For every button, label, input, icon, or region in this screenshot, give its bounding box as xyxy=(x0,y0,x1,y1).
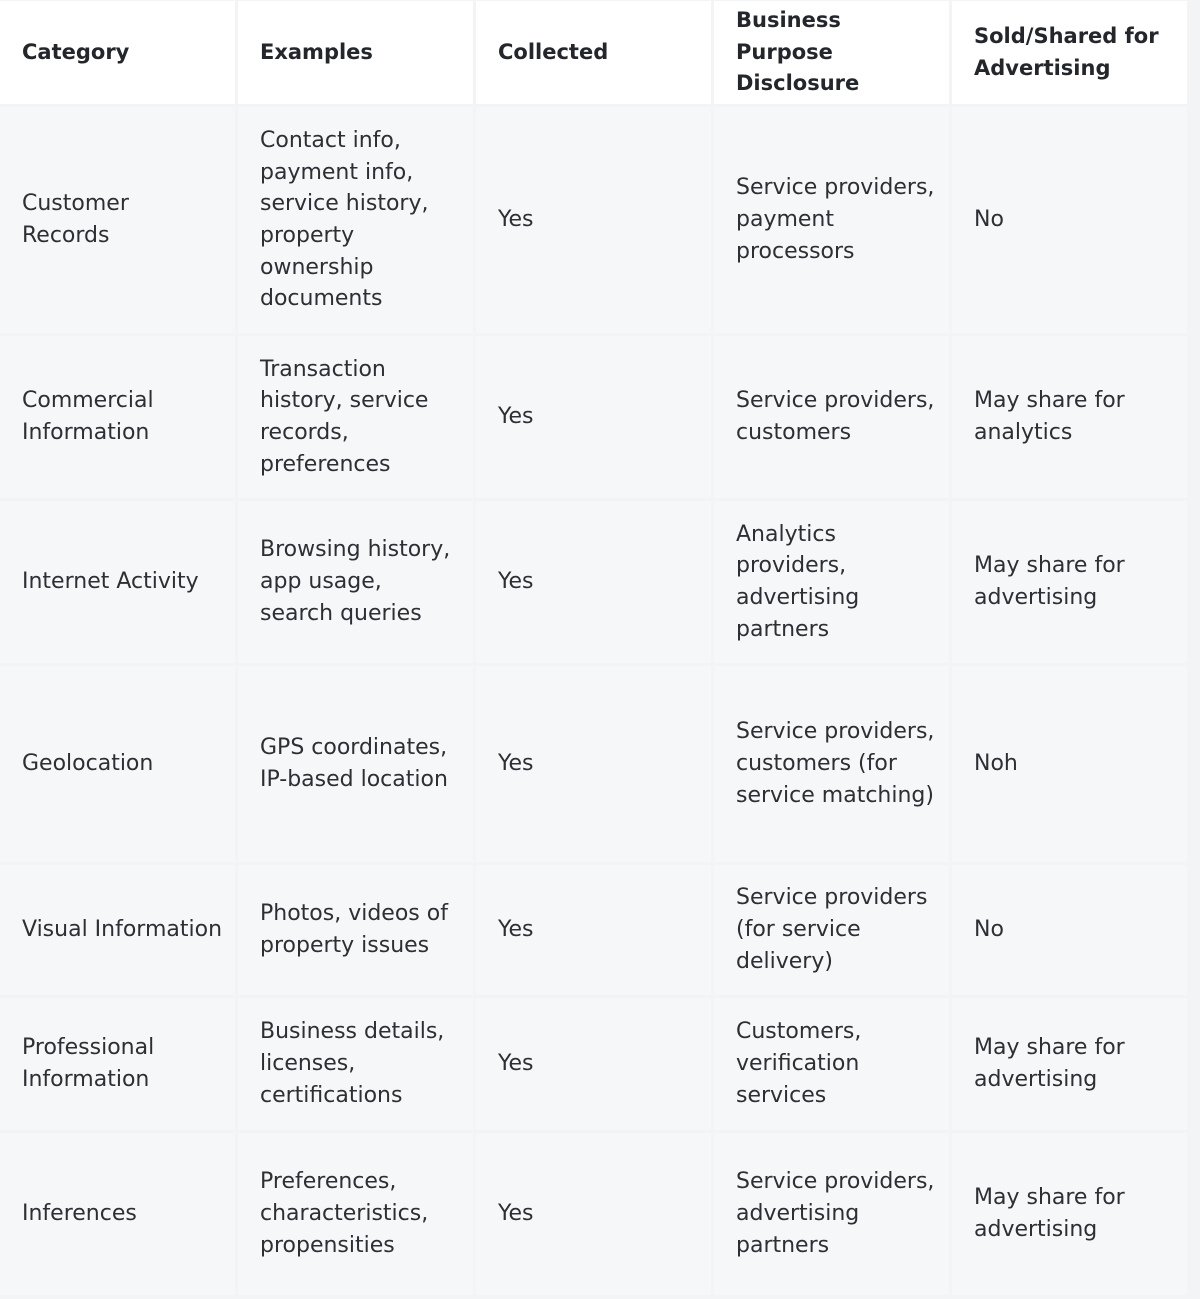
cell-category xyxy=(0,1133,235,1295)
examples-text: Contact info, payment info, service history, property ownership documents xyxy=(260,127,429,312)
table-row xyxy=(0,666,1187,862)
disclosure-text: Service providers, customers (for service matching) xyxy=(736,719,935,808)
collected-text: Yes xyxy=(498,917,534,943)
collected-text: Yes xyxy=(498,404,534,430)
cell-examples xyxy=(238,998,473,1130)
cell-collected xyxy=(476,666,711,862)
sold-shared-text: May share for advertising xyxy=(974,1185,1125,1242)
cell-category xyxy=(0,336,235,498)
cell-collected xyxy=(476,1133,711,1295)
disclosure-text: Service providers, advertising partners xyxy=(736,1169,935,1258)
cell-examples xyxy=(238,865,473,995)
category-text: Visual Information xyxy=(22,917,223,943)
category-text: Geolocation xyxy=(22,751,154,777)
cell-disclosure xyxy=(714,998,949,1130)
disclosure-text: Service providers (for service delivery) xyxy=(736,885,928,974)
cell-examples xyxy=(238,336,473,498)
cell-disclosure xyxy=(714,1133,949,1295)
sold-shared-text: May share for advertising xyxy=(974,553,1125,610)
table-row xyxy=(0,107,1187,333)
table-row xyxy=(0,501,1187,663)
cell-disclosure xyxy=(714,501,949,663)
cell-sold-shared xyxy=(952,501,1187,663)
cell-collected xyxy=(476,501,711,663)
disclosure-text: Analytics providers, advertising partners xyxy=(736,521,860,642)
table-body xyxy=(0,107,1187,1295)
category-text: Inferences xyxy=(22,1201,137,1227)
table-row xyxy=(0,1133,1187,1295)
examples-text: Business details, licenses, certifications xyxy=(260,1019,445,1108)
cell-sold-shared xyxy=(952,998,1187,1130)
cell-sold-shared xyxy=(952,666,1187,862)
sold-shared-text: May share for advertising xyxy=(974,1035,1125,1092)
disclosure-text: Service providers, customers xyxy=(736,388,935,445)
cell-sold-shared xyxy=(952,865,1187,995)
header-category xyxy=(0,1,235,104)
cell-category xyxy=(0,865,235,995)
cell-category xyxy=(0,107,235,333)
cell-collected xyxy=(476,336,711,498)
cell-examples xyxy=(238,501,473,663)
category-text: Customer Records xyxy=(22,191,129,248)
collected-text: Yes xyxy=(498,1051,534,1077)
header-disclosure xyxy=(714,1,949,104)
cell-category xyxy=(0,666,235,862)
cell-category xyxy=(0,501,235,663)
cell-category xyxy=(0,998,235,1130)
category-text: Professional Information xyxy=(22,1035,155,1092)
category-text: Internet Activity xyxy=(22,569,199,595)
examples-text: Transaction history, service records, preferences xyxy=(260,356,429,477)
cell-disclosure xyxy=(714,336,949,498)
collected-text: Yes xyxy=(498,569,534,595)
sold-shared-text: No xyxy=(974,207,1004,233)
header-sold-shared xyxy=(952,1,1187,104)
examples-text: Photos, videos of property issues xyxy=(260,901,448,958)
header-row xyxy=(0,1,1187,104)
sold-shared-text: No xyxy=(974,917,1004,943)
disclosure-text: Service providers, payment processors xyxy=(736,175,935,264)
examples-text: Browsing history, app usage, search queries xyxy=(260,537,451,626)
category-text: Commercial Information xyxy=(22,388,154,445)
header-collected xyxy=(476,1,711,104)
cell-collected xyxy=(476,998,711,1130)
sold-shared-text: Noh xyxy=(974,751,1018,777)
collected-text: Yes xyxy=(498,1201,534,1227)
header-category-label: Category xyxy=(22,39,130,64)
cell-collected xyxy=(476,865,711,995)
cell-sold-shared xyxy=(952,1133,1187,1295)
header-examples xyxy=(238,1,473,104)
cell-disclosure xyxy=(714,107,949,333)
cell-sold-shared xyxy=(952,107,1187,333)
sold-shared-text: May share for analytics xyxy=(974,388,1125,445)
cell-disclosure xyxy=(714,666,949,862)
cell-examples xyxy=(238,1133,473,1295)
header-collected-label: Collected xyxy=(498,39,609,64)
table-row xyxy=(0,865,1187,995)
examples-text: Preferences, characteristics, propensities xyxy=(260,1169,429,1258)
collected-text: Yes xyxy=(498,207,534,233)
cell-sold-shared xyxy=(952,336,1187,498)
header-sold-shared-label: Sold/Shared for Advertising xyxy=(974,23,1159,80)
disclosure-text: Customers, verification services xyxy=(736,1019,862,1108)
cell-collected xyxy=(476,107,711,333)
table-row xyxy=(0,998,1187,1130)
cell-examples xyxy=(238,107,473,333)
table-header xyxy=(0,1,1187,104)
cell-disclosure xyxy=(714,865,949,995)
collected-text: Yes xyxy=(498,751,534,777)
examples-text: GPS coordinates, IP-based location xyxy=(260,735,448,792)
header-examples-label: Examples xyxy=(260,39,373,64)
header-disclosure-label: Business Purpose Disclosure xyxy=(736,7,860,96)
cell-examples xyxy=(238,666,473,862)
table-row xyxy=(0,336,1187,498)
